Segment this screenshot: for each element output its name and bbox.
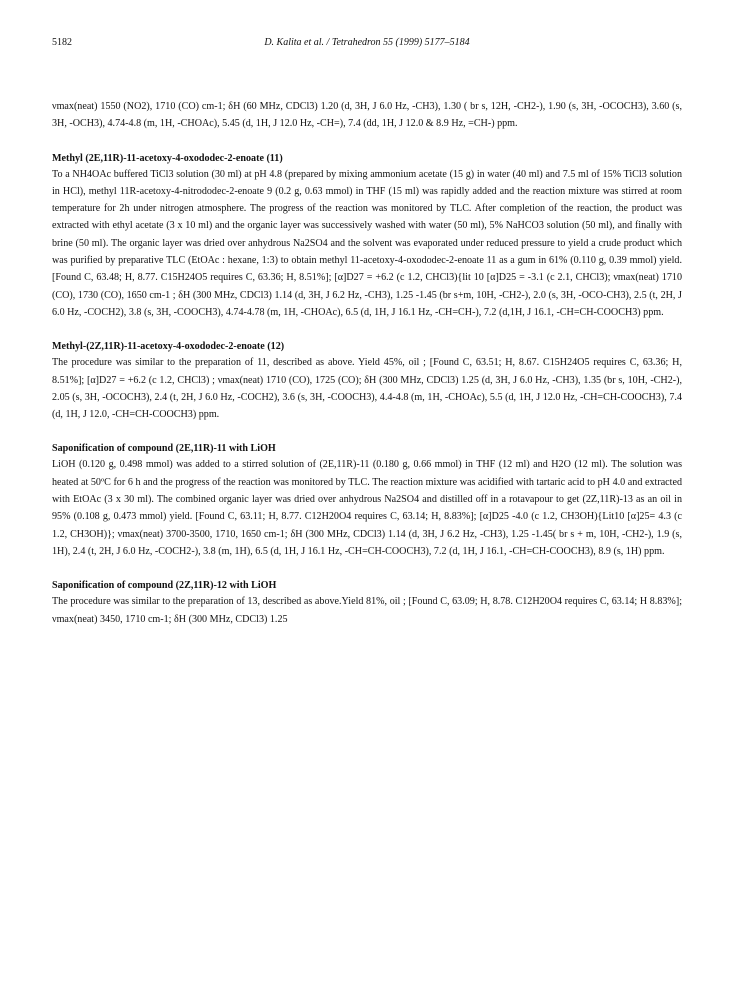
page-content [52,98,682,628]
section-heading-11: Methyl (2E,11R)-11-acetoxy-4-oxododec-2-enoate (11) [52,152,283,164]
section-body-saponification-11: LiOH (0.120 g, 0.498 mmol) was added to a stirred solution of (2E,11R)-11 (0.180 g, 0.66 mmol) in THF (12 ml) and H2O (12 ml). The solution was heated at 50ºC for 6 h and the progress of the reaction was monitored by TLC. The reaction mixture was acidified with tartaric acid to pH 4.0 and extracted with EtOAc (3 x 30 ml). The combined organic layer was dried over anhydrous Na2SO4 and distilled off in a rotavapour to get (2Z,11R)-13 as an oil in 95% (0.108 g, 0.473 mmol) yield. [Found C, 63.11; H, 8.77. C12H20O4 requires C, 63.14; H, 8.83%]; [α]D25 -4.0 (c 1.2, CH3OH){Lit10 [α]25= 4.3 (c 1.2, CH3OH)}; νmax(neat) 3700-3500, 1710, 1650 cm-1; δH (300 MHz, CDCl3) 1.14 (d, 3H, J 6.2 Hz, -CH3), 1.25 -1.45( br s + m, 10H, -CH2-), 1.9 (s, 1H), 2.4 (t, 2H, J 6.0 Hz, -COCH2-), 3.8 (m, 1H), 6.5 (d, 1H, J 16.1 Hz, -CH=CH-COOCH3), 7.2 (d, 1H, J 16.1, -CH=CH-COOCH3), 8.9 (s, 1H) ppm. [52,459,682,557]
section-body-12: The procedure was similar to the preparation of 11, described as above. Yield 45%, oil ; [Found C, 63.51; H, 8.67. C15H24O5 requires C, 63.36; H, 8.51%]; [α]D27 = +6.2 (c 1.2, CHCl3) ; νmax(neat) 1710 (CO), 1725 (CO); δH (300 MHz, CDCl3) 1.25 (d, 3H, J 6.0 Hz, -CH3), 1.35 (br s, 10H, -CH2-), 2.05 (s, 3H, -OCOCH3), 2.4 (t, 2H, J 6.0 Hz, -COCH2), 3.6 (s, 3H, -COOCH3), 4.4-4.8 (m, 1H, -CHOAc), 5.5 (d, 1H, J 12.0 Hz, -CH=CH-COOCH3), 7.4 (d, 1H, J 12.0, -CH=CH-COOCH3) ppm. [52,357,682,421]
section-heading-saponification-11: Saponification of compound (2E,11R)-11 with LiOH [52,443,276,455]
section-body-saponification-12: The procedure was similar to the preparation of 13, described as above.Yield 81%, oil ; [Found C, 63.09; H, 8.78. C12H20O4 requires C, 63.14; H 8.83%]; νmax(neat) 3450, 1710 cm-1; δH (300 MHz, CDCl3) 1.25 [52,596,682,625]
running-title: D. Kalita et al. / Tetrahedron 55 (1999) 5177–5184 [264,37,470,48]
page-number: 5182 [52,37,72,48]
page-header [52,37,682,53]
section-body-11: To a NH4OAc buffered TiCl3 solution (30 ml) at pH 4.8 (prepared by mixing ammonium acetate (15 g) in water (40 ml) and 7.5 ml of 15% TiCl3 solution in HCl), methyl 11R-acetoxy-4-nitrododec-2-enoate 9 (0.2 g, 0.63 mmol) in THF (15 ml) was rapidly added and the reaction mixture was stirred at room temperature for 2h under nitrogen atmosphere. The progress of the reaction was monitored by TLC. After completion of the reaction, the product was extracted with ethyl acetate (3 x 10 ml) and the organic layer was successively washed with water (50 ml), 5% NaHCO3 solution (50 ml), and finally with brine (50 ml). The organic layer was dried over anhydrous Na2SO4 and the solvent was evaporated under reduced pressure to yield a crude product which was purified by preparative TLC (EtOAc : hexane, 1:3) to obtain methyl 11-acetoxy-4-oxododec-2-enoate 11 as a gum in 61% (0.110 g, 0.39 mmol) yield. [Found C, 63.48; H, 8.77. C15H24O5 requires C, 63.36; H, 8.51%]; [α]D27 = +6.2 (c 1.2, CHCl3){lit 10 [α]D25 = -3.1 (c 2.1, CHCl3); νmax(neat) 1710 (CO), 1730 (CO), 1650 cm-1 ; δH (300 MHz, CDCl3) 1.14 (d, 3H, J 6.2 Hz, -CH3), 1.25 -1.45 (br s+m, 10H, -CH2-), 2.0 (s, 3H, -OCO-CH3), 2.5 (t, 2H, J 6.0 Hz, -COCH2), 3.8 (s, 3H, -COOCH3), 4.74-4.78 (m, 1H, -CHOAc), 6.5 (d, 1H, J 16.1 Hz, -CH=CH-), 7.2 (d,1H, J 16.1, -CH=CH-COOCH3) ppm. [52,168,682,318]
section-heading-12: Methyl-(2Z,11R)-11-acetoxy-4-oxododec-2-enoate (12) [52,341,285,353]
section-heading-saponification-12: Saponification of compound (2Z,11R)-12 with LiOH [52,580,277,592]
intro-paragraph: νmax(neat) 1550 (NO2), 1710 (CO) cm-1; δH (60 MHz, CDCl3) 1.20 (d, 3H, J 6.0 Hz, -CH3), 1.30 ( br s, 12H, -CH2-), 1.90 (s, 3H, -OCOCH3), 3.60 (s, 3H, -OCH3), 4.74-4.8 (m, 1H, -CHOAc), 5.45 (d, 1H, J 12.0 Hz, -CH=), 7.4 (dd, 1H, J 12.0 & 8.9 Hz, =CH-) ppm. [52,101,682,130]
